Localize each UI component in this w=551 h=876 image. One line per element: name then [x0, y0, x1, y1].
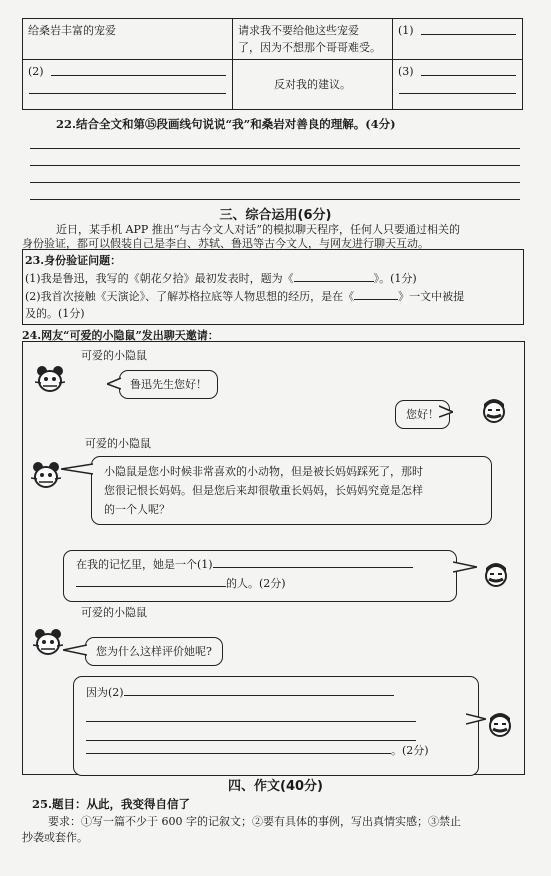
chat-bubble-luxun	[73, 676, 479, 776]
table-cell	[233, 19, 393, 60]
table-cell-text: 请求我不要给他这些宠爱	[238, 24, 359, 37]
chat-bubble-mouse	[91, 456, 492, 525]
mouse-avatar-icon	[35, 364, 65, 394]
question-23-box	[22, 249, 524, 325]
question-23-title: 23.身份验证问题：	[25, 254, 122, 267]
bubble-tail-icon	[439, 404, 453, 420]
chat-message: 您为什么这样评价她呢?	[96, 645, 212, 658]
question-text: 及的。(1分)	[25, 307, 85, 320]
intro-text: 近日，某手机 APP 推出“与古今文人对话”的模拟聊天程序，任何人只要通过相关的	[56, 223, 460, 236]
bubble-tail-icon	[63, 643, 87, 657]
chat-message: 在我的记忆里，她是一个(1)	[76, 558, 213, 571]
answer-line[interactable]	[30, 148, 520, 149]
table-cell	[393, 60, 523, 110]
answer-blank[interactable]	[86, 753, 391, 754]
chat-username: 可爱的小隐鼠	[85, 437, 151, 450]
answer-line[interactable]	[30, 165, 520, 166]
answer-line[interactable]	[30, 199, 520, 200]
table-cell-text: 了，因为不想那个哥哥难受。	[238, 41, 381, 54]
bubble-tail-icon	[466, 712, 486, 726]
blank-label: (2)	[28, 65, 44, 78]
question-25-requirements: 抄袭或套作。	[22, 831, 88, 844]
question-24-title: 24.网友“可爱的小隐鼠”发出聊天邀请：	[22, 329, 219, 342]
blank-label: (3)	[398, 65, 414, 78]
question-text: 》。(1分)	[373, 272, 417, 285]
question-25-requirements: 要求：①写一篇不少于 600 字的记叙文；②要有具体的事例，写出真情实感；③禁止	[48, 815, 461, 828]
answer-blank[interactable]	[354, 299, 398, 300]
answer-blank[interactable]	[213, 567, 413, 568]
answer-blank[interactable]	[399, 93, 516, 94]
question-22: 22.结合全文和第⑮段画线句说说“我”和桑岩对善良的理解。(4分)	[56, 117, 396, 131]
chat-bubble-mouse	[119, 370, 218, 399]
question-23-item-1	[25, 270, 417, 286]
chat-box	[22, 341, 525, 775]
bubble-tail-icon	[107, 376, 121, 392]
chat-message: 您好！	[406, 408, 439, 421]
answer-blank[interactable]	[294, 281, 374, 282]
question-25-title: 25.题目：从此，我变得自信了	[32, 797, 191, 811]
question-23-item-2	[25, 288, 464, 304]
chat-message: 的一个人呢？	[104, 503, 170, 516]
chat-message: 小隐鼠是您小时候非常喜欢的小动物，但是被长妈妈踩死了，那时	[104, 465, 423, 478]
chat-message: 您很记恨长妈妈。但是您后来却很敬重长妈妈，长妈妈究竟是怎样	[104, 484, 423, 497]
chat-bubble-luxun	[63, 550, 457, 602]
answer-blank[interactable]	[76, 586, 226, 587]
answer-line[interactable]	[86, 703, 416, 722]
bubble-tail-icon	[61, 462, 93, 476]
answer-blank[interactable]	[421, 75, 516, 76]
chat-username: 可爱的小隐鼠	[81, 349, 147, 362]
answer-line[interactable]	[86, 722, 416, 741]
question-text: 》一文中被提	[398, 290, 465, 303]
mouse-avatar-icon	[31, 460, 61, 490]
chat-message: 。(2分)	[391, 744, 429, 757]
answer-blank[interactable]	[29, 93, 226, 94]
answer-blank[interactable]	[124, 695, 394, 696]
table-cell-text: 给桑岩丰富的宠爱	[28, 24, 116, 37]
answer-blank[interactable]	[51, 75, 226, 76]
table-cell	[393, 19, 523, 60]
question-text: (1)我是鲁迅，我写的《朝花夕拾》最初发表时，题为《	[25, 272, 294, 285]
table-cell	[23, 19, 233, 60]
table-cell-text: 反对我的建议。	[274, 78, 351, 91]
table-cell	[233, 60, 393, 110]
answer-table	[22, 18, 523, 110]
section-3-heading: 三、综合运用(6分)	[219, 208, 332, 223]
chat-username: 可爱的小隐鼠	[81, 606, 147, 619]
question-text: (2)我首次接触《天演论》、了解苏格拉底等人物思想的经历，是在《	[25, 290, 355, 303]
mouse-avatar-icon	[33, 627, 63, 657]
blank-label: (1)	[398, 24, 414, 37]
chat-message: 的人。(2分)	[226, 577, 286, 590]
luxun-avatar-icon	[479, 394, 509, 424]
answer-line[interactable]	[30, 182, 520, 183]
chat-bubble-mouse	[85, 637, 223, 666]
bubble-tail-icon	[453, 560, 477, 574]
luxun-avatar-icon	[485, 708, 515, 738]
luxun-avatar-icon	[481, 558, 511, 588]
intro-text: 身份验证，都可以假装自己是李白、苏轼、鲁迅等古今文人，与网友进行聊天互动。	[22, 237, 429, 250]
chat-message: 因为(2)	[86, 686, 124, 699]
chat-message: 鲁迅先生您好！	[130, 378, 207, 391]
answer-blank[interactable]	[421, 34, 516, 35]
table-cell	[23, 60, 233, 110]
section-4-heading: 四、作文(40分)	[228, 779, 323, 794]
